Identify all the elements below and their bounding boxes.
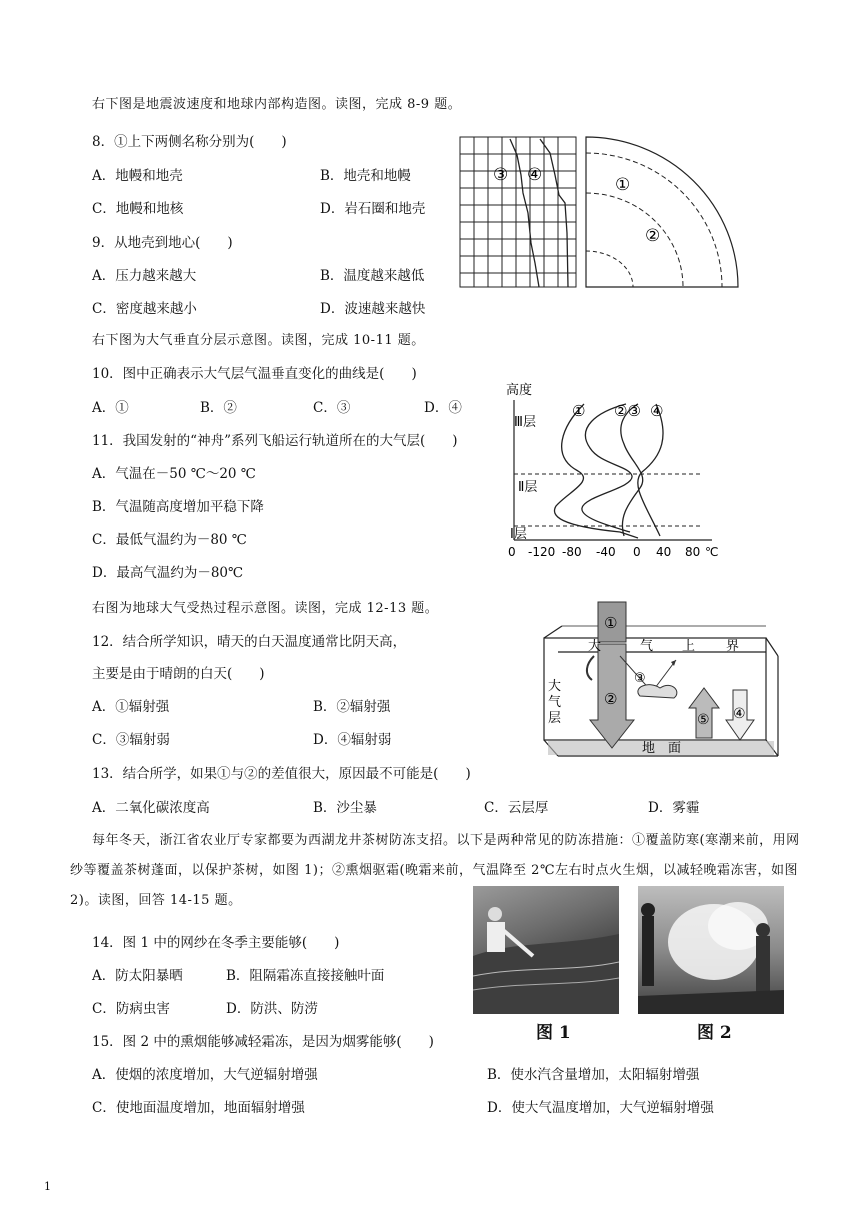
fig3-marker-4: ④ xyxy=(733,706,746,722)
fig2-layer-1: Ⅰ层 xyxy=(510,527,527,542)
fig2-tick: 0 xyxy=(508,545,516,559)
q12-option-b[interactable]: B．②辐射强 xyxy=(313,699,391,715)
q8-option-b[interactable]: B．地壳和地幔 xyxy=(320,168,411,184)
fig3-side-text: 层 xyxy=(548,711,562,726)
q9-option-a[interactable]: A．压力越来越大 xyxy=(92,268,197,284)
q14-option-a[interactable]: A．防太阳暴晒 xyxy=(92,968,183,984)
fig2-tick: 40 xyxy=(656,545,672,559)
fig2-tick: -120 xyxy=(528,545,556,559)
q9-option-d[interactable]: D．波速越来越快 xyxy=(320,301,426,317)
q12-option-a[interactable]: A．①辐射强 xyxy=(92,699,170,715)
q10-option-a[interactable]: A．① xyxy=(92,400,129,416)
q10-option-b[interactable]: B．② xyxy=(200,400,237,416)
q8-option-a[interactable]: A．地幔和地壳 xyxy=(92,168,183,184)
fig3-side-text: 气 xyxy=(548,695,562,710)
q10-option-d[interactable]: D．④ xyxy=(424,400,462,416)
atmosphere-heating-figure xyxy=(536,600,784,772)
q12-stem-line2: 主要是由于晴朗的白天( ) xyxy=(92,666,265,682)
q15-option-b[interactable]: B．使水汽含量增加，太阳辐射增强 xyxy=(487,1067,700,1083)
q10-option-c[interactable]: C．③ xyxy=(313,400,351,416)
q13-option-c[interactable]: C．云层厚 xyxy=(484,800,549,816)
atmosphere-layers-figure xyxy=(500,376,725,564)
q11-option-d[interactable]: D．最高气温约为－80℃ xyxy=(92,565,244,581)
q9-stem: 9．从地壳到地心( ) xyxy=(92,235,233,251)
q14-option-c[interactable]: C．防病虫害 xyxy=(92,1001,170,1017)
q14-stem: 14．图 1 中的网纱在冬季主要能够( ) xyxy=(92,935,340,951)
fig2-layer-2: Ⅱ层 xyxy=(518,480,538,495)
q9-option-b[interactable]: B．温度越来越低 xyxy=(320,268,425,284)
fig1-marker-2: ② xyxy=(645,226,661,246)
intro-12-13: 右图为地球大气受热过程示意图。读图，完成 12-13 题。 xyxy=(92,601,439,616)
intro-10-11: 右下图为大气垂直分层示意图。读图，完成 10-11 题。 xyxy=(92,333,425,348)
photo-caption-1: 图 1 xyxy=(536,1023,571,1043)
photo-smoke-fumigation xyxy=(638,886,784,1014)
fig3-bottom-text: 面 xyxy=(668,741,682,756)
fig3-marker-1: ① xyxy=(604,614,618,632)
q8-stem: 8．①上下两侧名称分别为( ) xyxy=(92,134,287,150)
fig3-marker-3: ③ xyxy=(634,671,646,686)
q15-stem: 15．图 2 中的熏烟能够减轻霜冻，是因为烟雾能够( ) xyxy=(92,1034,434,1050)
photo-caption-2: 图 2 xyxy=(697,1023,732,1043)
fig3-marker-2: ② xyxy=(604,690,618,708)
q14-option-b[interactable]: B．阻隔霜冻直接接触叶面 xyxy=(226,968,385,984)
seismic-structure-figure xyxy=(455,133,740,291)
q10-stem: 10．图中正确表示大气层气温垂直变化的曲线是( ) xyxy=(92,366,417,382)
q12-stem-line1: 12．结合所学知识，晴天的白天温度通常比阴天高， xyxy=(92,634,407,650)
q9-option-c[interactable]: C．密度越来越小 xyxy=(92,301,197,317)
q13-option-a[interactable]: A．二氧化碳浓度高 xyxy=(92,800,210,816)
q11-option-b[interactable]: B．气温随高度增加平稳下降 xyxy=(92,499,264,515)
q11-stem: 11．我国发射的“神舟”系列飞船运行轨道所在的大气层( ) xyxy=(92,433,458,449)
fig1-marker-4: ④ xyxy=(527,165,543,185)
fig2-tick: 80 xyxy=(685,545,701,559)
q14-option-d[interactable]: D．防洪、防涝 xyxy=(226,1001,318,1017)
q11-option-a[interactable]: A．气温在－50 ℃～20 ℃ xyxy=(92,466,256,482)
fig3-marker-5: ⑤ xyxy=(697,712,710,728)
q12-option-c[interactable]: C．③辐射弱 xyxy=(92,732,170,748)
fig3-top-text: 大 xyxy=(588,639,602,654)
fig2-tick: 0 xyxy=(633,545,641,559)
q15-option-a[interactable]: A．使烟的浓度增加，大气逆辐射增强 xyxy=(92,1067,318,1083)
fig2-layer-3: Ⅲ层 xyxy=(514,415,536,430)
photo-tea-net-cover xyxy=(473,886,619,1014)
intro-14-15: 每年冬天，浙江省农业厅专家都要为西湖龙井茶树防冻支招。以下是两种常见的防冻措施：①覆盖防寒(寒潮来前，用网纱等覆盖茶树蓬面，以保护茶树，如图 1)；②熏烟驱霜(晚霜来前，气温降至 2℃左右时点火生烟，以减轻晚霜冻害，如图 2)。读图，回答 14-15 题。 xyxy=(70,833,800,908)
fig3-top-text: 界 xyxy=(726,639,740,654)
fig3-top-text: 上 xyxy=(682,639,696,654)
fig1-marker-3: ③ xyxy=(493,165,509,185)
fig3-bottom-text: 地 xyxy=(642,741,656,756)
intro-8-9: 右下图是地震波速度和地球内部构造图。读图，完成 8-9 题。 xyxy=(92,97,462,112)
q15-option-d[interactable]: D．使大气温度增加，大气逆辐射增强 xyxy=(487,1100,714,1116)
q8-option-d[interactable]: D．岩石圈和地壳 xyxy=(320,201,426,217)
q13-option-d[interactable]: D．雾霾 xyxy=(648,800,700,816)
fig2-curve-1: ① xyxy=(572,402,586,420)
fig2-curve-4: ④ xyxy=(650,402,664,420)
fig2-tick: -40 xyxy=(596,545,616,559)
q13-stem: 13．结合所学，如果①与②的差值很大，原因最不可能是( ) xyxy=(92,766,471,782)
fig2-tick: -80 xyxy=(562,545,582,559)
q12-option-d[interactable]: D．④辐射弱 xyxy=(313,732,392,748)
fig2-curve-2-3: ②③ xyxy=(614,402,641,420)
fig2-ylabel: 高度 xyxy=(506,383,533,398)
page-number: 1 xyxy=(44,1180,51,1193)
fig3-side-text: 大 xyxy=(548,679,562,694)
q8-option-c[interactable]: C．地幔和地核 xyxy=(92,201,184,217)
q13-option-b[interactable]: B．沙尘暴 xyxy=(313,800,377,816)
q15-option-c[interactable]: C．使地面温度增加，地面辐射增强 xyxy=(92,1100,305,1116)
fig3-top-text: 气 xyxy=(640,639,654,654)
fig2-tick: ℃ xyxy=(705,545,719,559)
fig1-marker-1: ① xyxy=(615,175,631,195)
q11-option-c[interactable]: C．最低气温约为－80 ℃ xyxy=(92,532,247,548)
